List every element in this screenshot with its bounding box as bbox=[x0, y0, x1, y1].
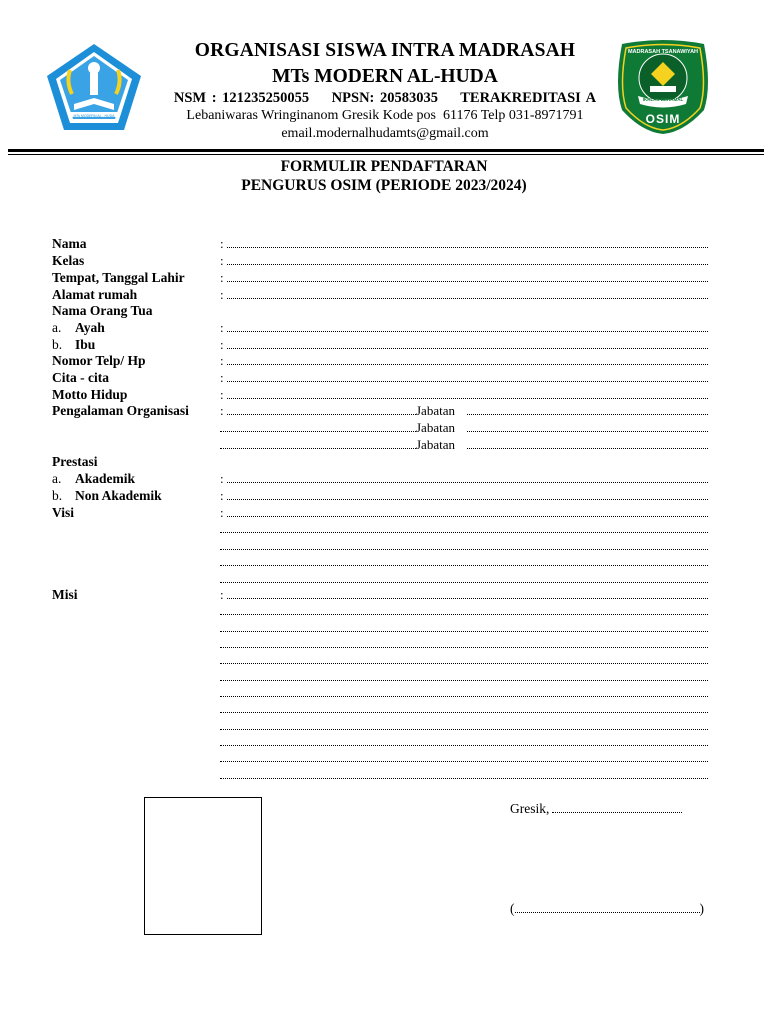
signature-line[interactable] bbox=[510, 901, 704, 917]
field-misi-11[interactable] bbox=[220, 750, 708, 766]
label-akademik-prefix: a. bbox=[52, 471, 62, 486]
field-visi-4[interactable] bbox=[220, 554, 708, 570]
field-misi-4[interactable] bbox=[220, 636, 708, 652]
field-ibu[interactable]: : bbox=[220, 337, 708, 353]
label-motto: Motto Hidup bbox=[52, 387, 128, 402]
field-misi-8[interactable] bbox=[220, 701, 708, 717]
field-pengalaman-2[interactable] bbox=[220, 420, 708, 436]
pentagon-emblem-icon bbox=[44, 42, 144, 132]
field-visi-3[interactable] bbox=[220, 538, 708, 554]
label-ibu-prefix: b. bbox=[52, 337, 63, 352]
label-kelas: Kelas bbox=[52, 253, 85, 268]
left-logo bbox=[44, 42, 144, 132]
field-misi-10[interactable] bbox=[220, 734, 708, 750]
signature-close: ) bbox=[699, 901, 704, 916]
field-kelas[interactable]: : bbox=[220, 253, 708, 269]
label-non-akademik bbox=[52, 488, 162, 504]
jabatan-label: Jabatan bbox=[416, 437, 455, 452]
label-misi: Misi bbox=[52, 587, 78, 602]
header-rule-thick bbox=[8, 149, 764, 152]
right-logo-banner: IKHLAS BERAMAL bbox=[642, 97, 684, 102]
left-logo-caption: MTs MODERN AL - HUDA bbox=[73, 114, 115, 118]
school-email: email.modernalhudamts@gmail.com bbox=[281, 126, 489, 141]
form-title-line2: PENGURUS OSIM (PERIODE 2023/2024) bbox=[241, 177, 527, 194]
field-misi-2[interactable] bbox=[220, 603, 708, 619]
label-non-akademik-text: Non Akademik bbox=[75, 488, 162, 503]
place-date-label: Gresik, bbox=[510, 801, 550, 816]
field-misi-12[interactable] bbox=[220, 767, 708, 783]
field-pengalaman-1[interactable]: : Jabatan bbox=[220, 403, 708, 419]
field-telp[interactable]: : bbox=[220, 353, 708, 369]
label-ibu bbox=[52, 337, 95, 353]
school-address: Lebaniwaras Wringinanom Gresik Kode pos 61176 Telp 031-8971791 bbox=[186, 108, 584, 123]
org-name: ORGANISASI SISWA INTRA MADRASAH bbox=[194, 40, 576, 61]
form-title-line1: FORMULIR PENDAFTARAN bbox=[280, 158, 488, 175]
field-visi-5[interactable] bbox=[220, 571, 708, 587]
field-ayah[interactable]: : bbox=[220, 320, 708, 336]
school-name: MTs MODERN AL-HUDA bbox=[272, 66, 498, 87]
field-misi-6[interactable] bbox=[220, 669, 708, 685]
label-ayah-text: Ayah bbox=[75, 320, 105, 335]
field-misi-7[interactable] bbox=[220, 685, 708, 701]
field-cita[interactable]: : bbox=[220, 370, 708, 386]
field-visi-1[interactable]: : bbox=[220, 505, 708, 521]
field-motto[interactable]: : bbox=[220, 387, 708, 403]
label-cita: Cita - cita bbox=[52, 370, 109, 385]
jabatan-label: Jabatan bbox=[416, 403, 455, 418]
label-ibu-text: Ibu bbox=[75, 337, 96, 352]
jabatan-label: Jabatan bbox=[416, 420, 455, 435]
field-non-akademik[interactable]: : bbox=[220, 488, 708, 504]
label-pengalaman: Pengalaman Organisasi bbox=[52, 403, 189, 418]
right-logo-top-text: MADRASAH TSANAWIYAH bbox=[627, 49, 699, 55]
field-misi-1[interactable]: : bbox=[220, 587, 708, 603]
label-ayah bbox=[52, 320, 105, 336]
label-telp: Nomor Telp/ Hp bbox=[52, 353, 146, 368]
label-ayah-prefix: a. bbox=[52, 320, 62, 335]
label-ttl: Tempat, Tanggal Lahir bbox=[52, 270, 185, 285]
field-akademik[interactable]: : bbox=[220, 471, 708, 487]
photo-box[interactable] bbox=[144, 797, 262, 935]
field-misi-5[interactable] bbox=[220, 652, 708, 668]
field-nama[interactable]: : bbox=[220, 236, 708, 252]
right-logo bbox=[612, 38, 714, 136]
label-akademik-text: Akademik bbox=[75, 471, 136, 486]
label-non-akademik-prefix: b. bbox=[52, 488, 63, 503]
field-misi-9[interactable] bbox=[220, 718, 708, 734]
label-visi: Visi bbox=[52, 505, 75, 520]
label-akademik bbox=[52, 471, 135, 487]
field-pengalaman-3[interactable] bbox=[220, 437, 708, 453]
label-nama: Nama bbox=[52, 236, 87, 251]
label-prestasi: Prestasi bbox=[52, 454, 98, 469]
place-date[interactable] bbox=[510, 801, 682, 817]
signature-open: ( bbox=[510, 901, 515, 916]
field-alamat[interactable]: : bbox=[220, 287, 708, 303]
label-orang-tua: Nama Orang Tua bbox=[52, 303, 153, 318]
label-alamat: Alamat rumah bbox=[52, 287, 138, 302]
field-ttl[interactable]: : bbox=[220, 270, 708, 286]
field-misi-3[interactable] bbox=[220, 620, 708, 636]
field-visi-2[interactable] bbox=[220, 521, 708, 537]
right-logo-osim: OSIM bbox=[645, 112, 681, 126]
school-ids: NSM : 121235250055 NPSN: 20583035 TERAKREDITASI A bbox=[173, 90, 597, 106]
header-rule-thin bbox=[8, 154, 764, 155]
